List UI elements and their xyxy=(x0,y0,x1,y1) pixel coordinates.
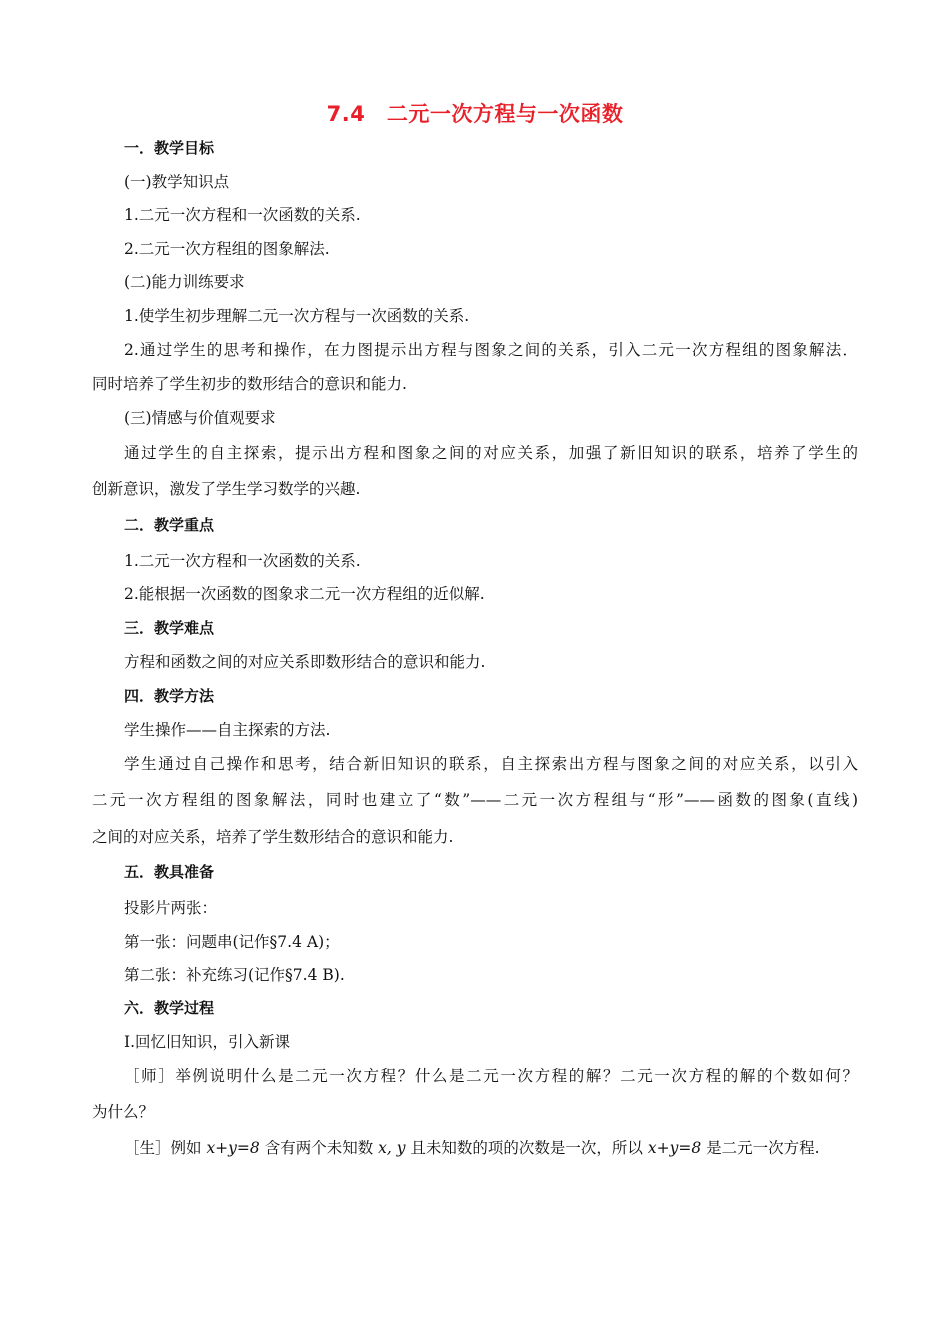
section-heading-methods: 四．教学方法 xyxy=(124,687,215,705)
difficulty-1: 方程和函数之间的对应关系即数形结合的意识和能力. xyxy=(124,653,486,671)
student-answer-prefix: ［生］例如 xyxy=(124,1139,207,1157)
method-2-line-1: 学生通过自己操作和思考，结合新旧知识的联系，自主探索出方程与图象之间的对应关系，以引入 xyxy=(124,755,858,773)
method-2-line-2: 二元一次方程组的图象解法，同时也建立了“数”——二元一次方程组与“形”——函数的图象(直线) xyxy=(92,791,858,809)
materials-intro: 投影片两张： xyxy=(124,899,218,917)
materials-sheet-2: 第二张：补充练习(记作§7.4 B). xyxy=(124,966,345,984)
method-1: 学生操作——自主探索的方法. xyxy=(124,721,331,739)
ability-requirement-1: 1.使学生初步理解二元一次方程与一次函数的关系. xyxy=(124,307,470,325)
document-title: 7.4 二元一次方程与一次函数 xyxy=(326,102,624,126)
variables-x-y: x, y xyxy=(378,1139,406,1157)
process-step-1-heading: Ⅰ.回忆旧知识，引入新课 xyxy=(124,1033,291,1051)
key-point-1: 1.二元一次方程和一次函数的关系. xyxy=(124,552,361,570)
key-point-2: 2.能根据一次函数的图象求二元一次方程组的近似解. xyxy=(124,585,485,603)
knowledge-point-2: 2.二元一次方程组的图象解法. xyxy=(124,240,330,258)
section-heading-teaching-goals: 一．教学目标 xyxy=(124,139,215,157)
materials-sheet-1: 第一张：问题串(记作§7.4 A)； xyxy=(124,933,340,951)
section-heading-difficulties: 三．教学难点 xyxy=(124,619,215,637)
emotion-values-line-1: 通过学生的自主探索，提示出方程和图象之间的对应关系，加强了新旧知识的联系，培养了学生的 xyxy=(124,444,858,462)
section-heading-key-points: 二．教学重点 xyxy=(124,516,215,534)
ability-requirement-2-line-1: 2.通过学生的思考和操作，在力图提示出方程与图象之间的关系，引入二元一次方程组的图象解法． xyxy=(124,341,858,359)
equation-x-plus-y-eq-8-repeat: x+y=8 xyxy=(647,1139,702,1157)
knowledge-point-1: 1.二元一次方程和一次函数的关系. xyxy=(124,206,361,224)
student-answer-middle-1: 含有两个未知数 xyxy=(259,1139,379,1157)
section-heading-process: 六．教学过程 xyxy=(124,999,215,1017)
student-answer-suffix: 是二元一次方程. xyxy=(701,1139,820,1157)
student-answer-middle-2: 且未知数的项的次数是一次，所以 xyxy=(405,1139,648,1157)
emotion-values-line-2: 创新意识，激发了学生学习数学的兴趣. xyxy=(92,480,361,498)
section-heading-materials: 五．教具准备 xyxy=(124,863,215,881)
subheading-knowledge-points: (一)教学知识点 xyxy=(124,173,230,191)
student-answer xyxy=(124,1138,820,1158)
equation-x-plus-y-eq-8: x+y=8 xyxy=(206,1139,260,1157)
subheading-ability-requirements: (二)能力训练要求 xyxy=(124,273,245,291)
subheading-emotion-values: (三)情感与价值观要求 xyxy=(124,409,276,427)
ability-requirement-2-line-2: 同时培养了学生初步的数形结合的意识和能力. xyxy=(92,375,407,393)
method-2-line-3: 之间的对应关系，培养了学生数形结合的意识和能力. xyxy=(92,828,454,846)
teacher-question-line-1: ［师］举例说明什么是二元一次方程？什么是二元一次方程的解？二元一次方程的解的个数如何？ xyxy=(124,1067,858,1085)
teacher-question-line-2: 为什么？ xyxy=(92,1103,155,1121)
